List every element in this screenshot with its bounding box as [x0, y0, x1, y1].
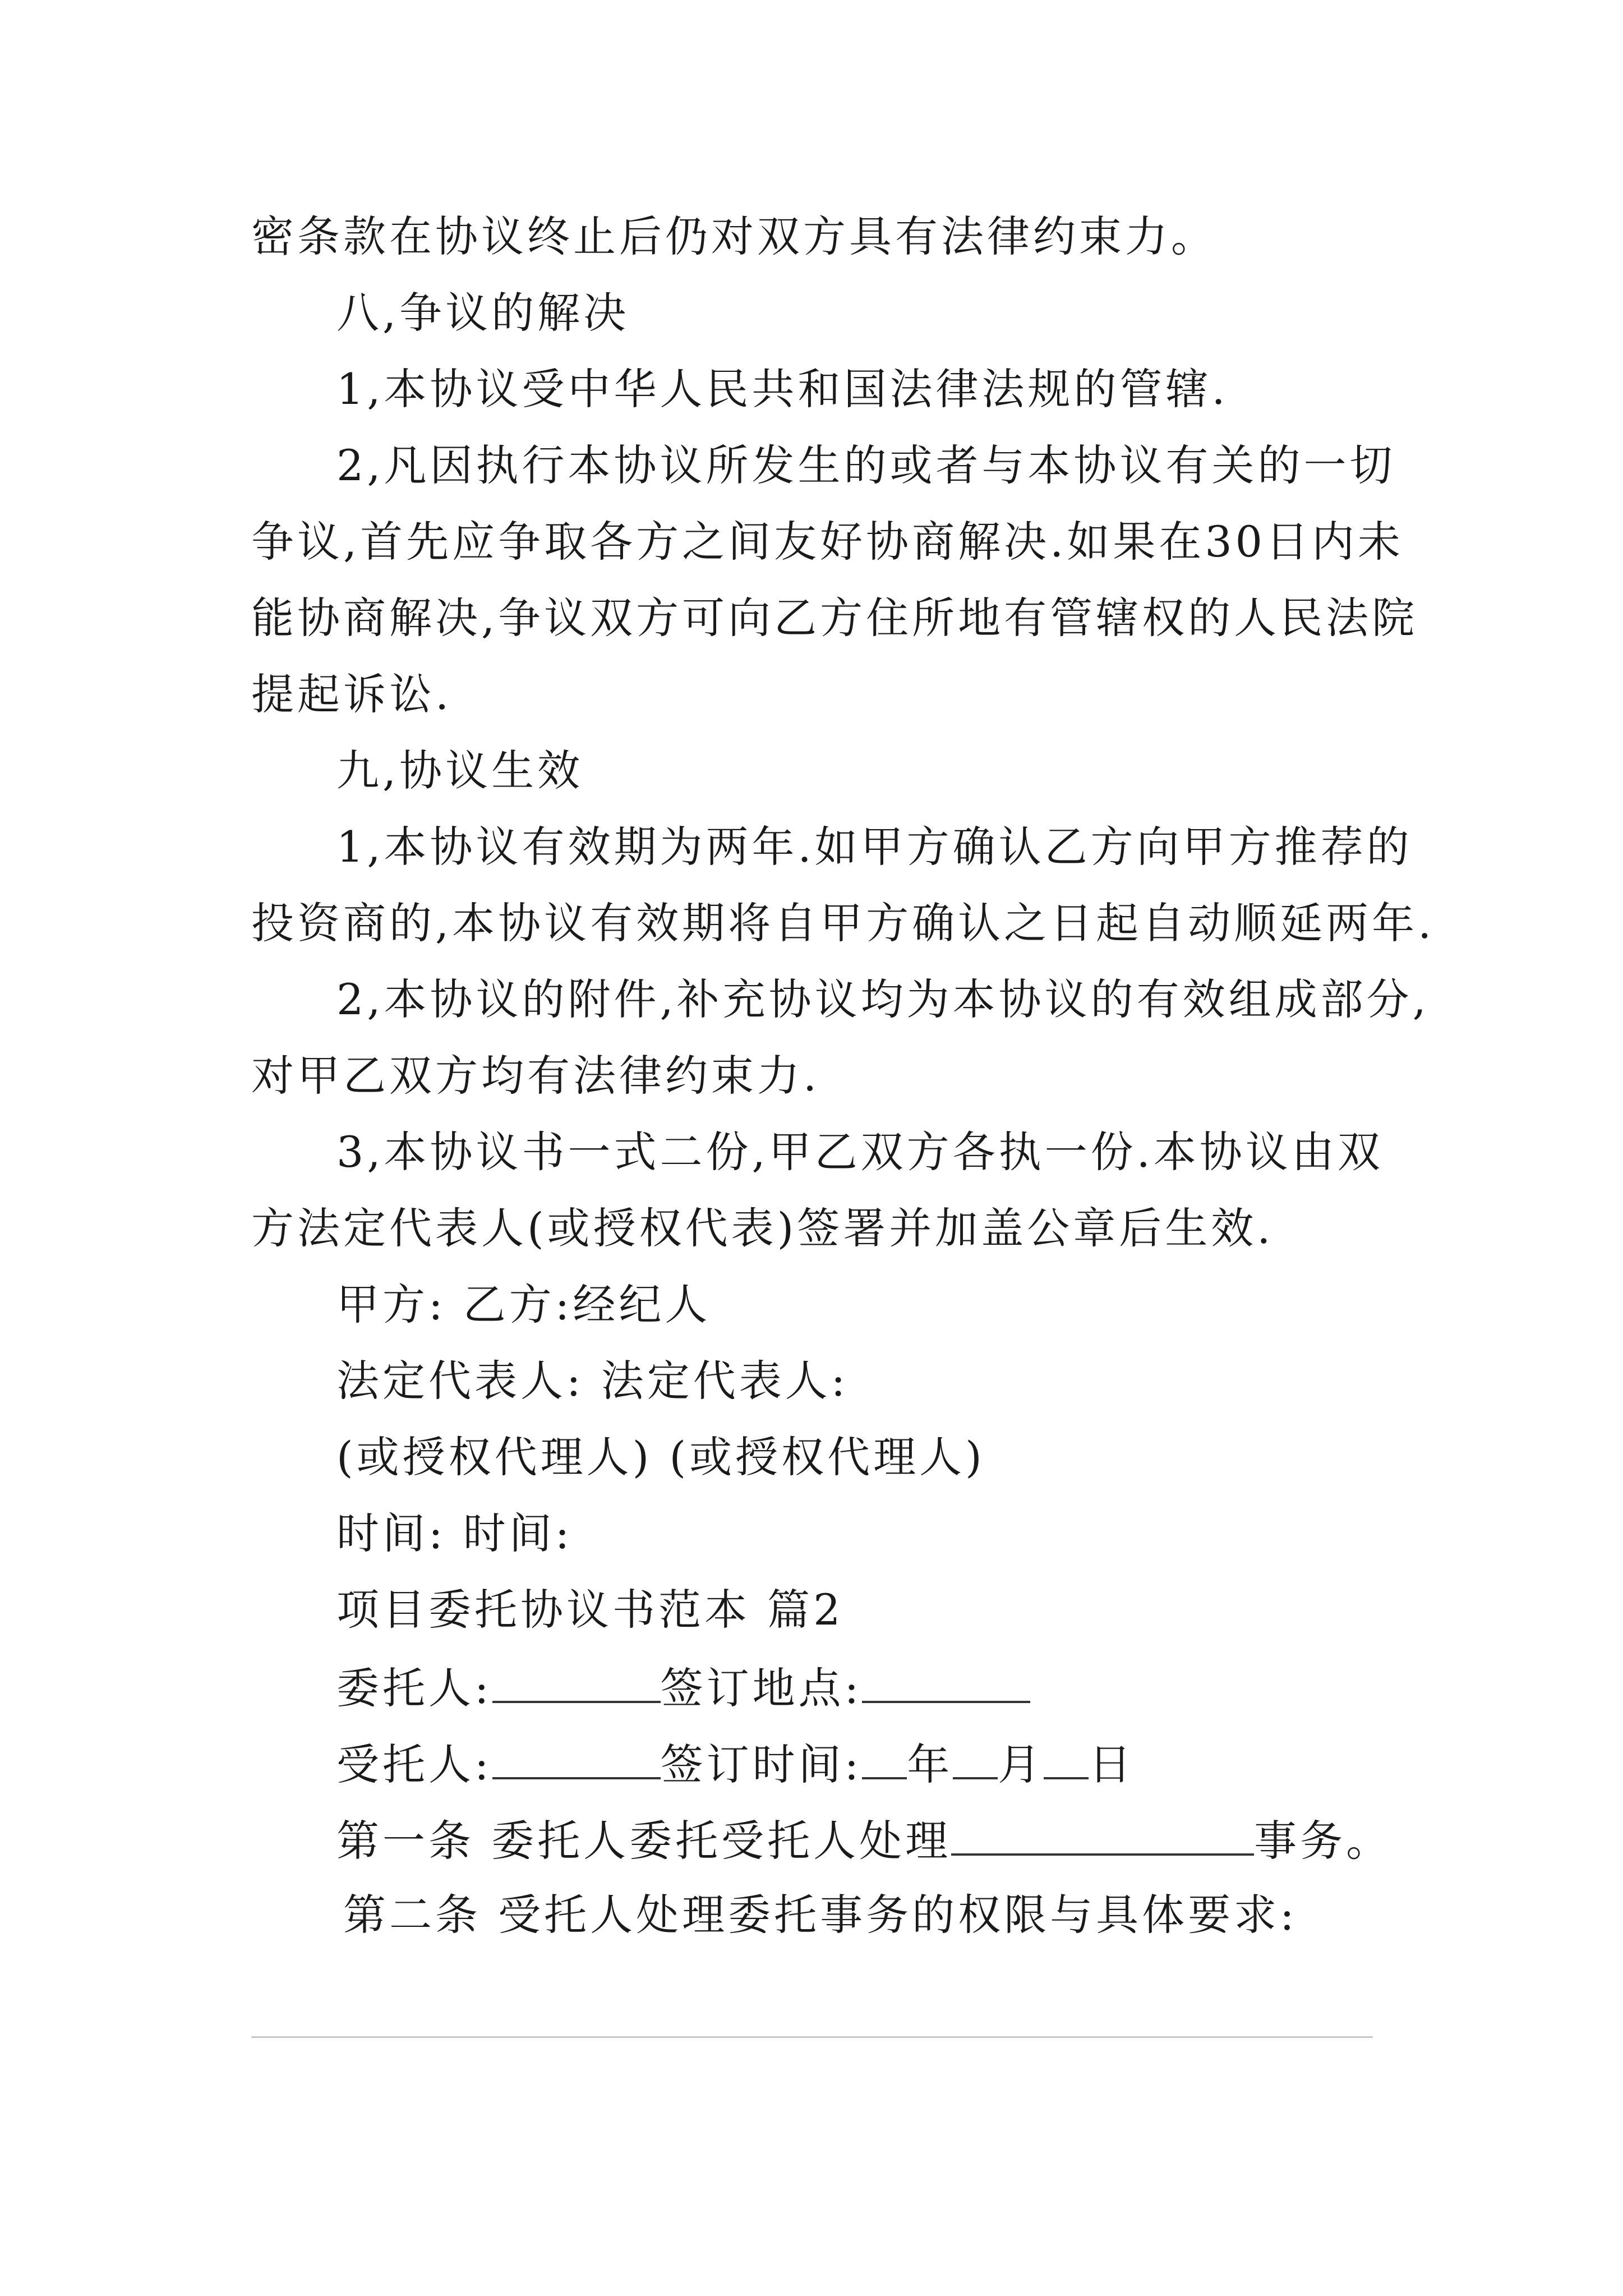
signature-line: 时间: 时间:	[336, 1508, 573, 1558]
signature-line: (或授权代理人) (或授权代理人)	[336, 1432, 985, 1482]
text-line: 2,本协议的附件,补充协议均为本协议的有效组成部分,	[336, 974, 1430, 1024]
text-line: 1,本协议受中华人民共和国法律法规的管辖.	[336, 364, 1229, 414]
text-line: 对甲乙双方均有法律约束力.	[251, 1051, 820, 1101]
text-line: 争议,首先应争取各方之间友好协商解决.如果在30日内未	[251, 517, 1404, 567]
footer-divider	[251, 2036, 1373, 2038]
article1-suffix: 事务。	[1254, 1816, 1393, 1866]
text-line: 1,本协议有效期为两年.如甲方确认乙方向甲方推荐的	[336, 822, 1413, 872]
article-2: 第二条 受托人处理委托事务的权限与具体要求:	[343, 1890, 1298, 1940]
text-line: 密条款在协议终止后仍对双方具有法律约束力。	[251, 211, 1217, 261]
text-line: 2,凡因执行本协议所发生的或者与本协议有关的一切	[336, 440, 1396, 490]
article1-blank[interactable]	[951, 1811, 1254, 1856]
client-blank[interactable]	[492, 1658, 661, 1703]
year-label: 年	[907, 1740, 953, 1789]
sign-place-label: 签订地点:	[660, 1663, 863, 1713]
text-line: 提起诉讼.	[251, 669, 453, 719]
text-line: 能协商解决,争议双方可向乙方住所地有管辖权的人民法院	[251, 593, 1418, 643]
month-blank[interactable]	[953, 1734, 998, 1779]
year-blank[interactable]	[862, 1734, 907, 1779]
trustee-label: 受托人:	[336, 1740, 492, 1789]
form-row-client	[336, 1658, 1030, 1717]
article1-prefix: 第一条 委托人委托受托人处理	[336, 1816, 952, 1866]
sign-time-label: 签订时间:	[660, 1740, 863, 1789]
client-label: 委托人:	[336, 1663, 492, 1713]
month-label: 月	[998, 1740, 1044, 1789]
signature-line: 甲方: 乙方:经纪人	[336, 1280, 711, 1329]
form-row-trustee	[336, 1734, 1135, 1793]
section-heading: 八,争议的解决	[336, 288, 630, 338]
article-1	[336, 1811, 1392, 1869]
day-label: 日	[1089, 1740, 1135, 1789]
text-line: 投资商的,本协议有效期将自甲方确认之日起自动顺延两年.	[251, 898, 1435, 948]
section-heading: 九,协议生效	[336, 746, 584, 795]
day-blank[interactable]	[1044, 1734, 1089, 1779]
text-line: 3,本协议书一式二份,甲乙双方各执一份.本协议由双	[336, 1127, 1384, 1177]
section-title: 项目委托协议书范本 篇2	[336, 1585, 844, 1635]
sign-place-blank[interactable]	[862, 1658, 1030, 1703]
text-line: 方法定代表人(或授权代表)签署并加盖公章后生效.	[251, 1203, 1274, 1253]
trustee-blank[interactable]	[492, 1734, 661, 1779]
signature-line: 法定代表人: 法定代表人:	[336, 1356, 849, 1406]
